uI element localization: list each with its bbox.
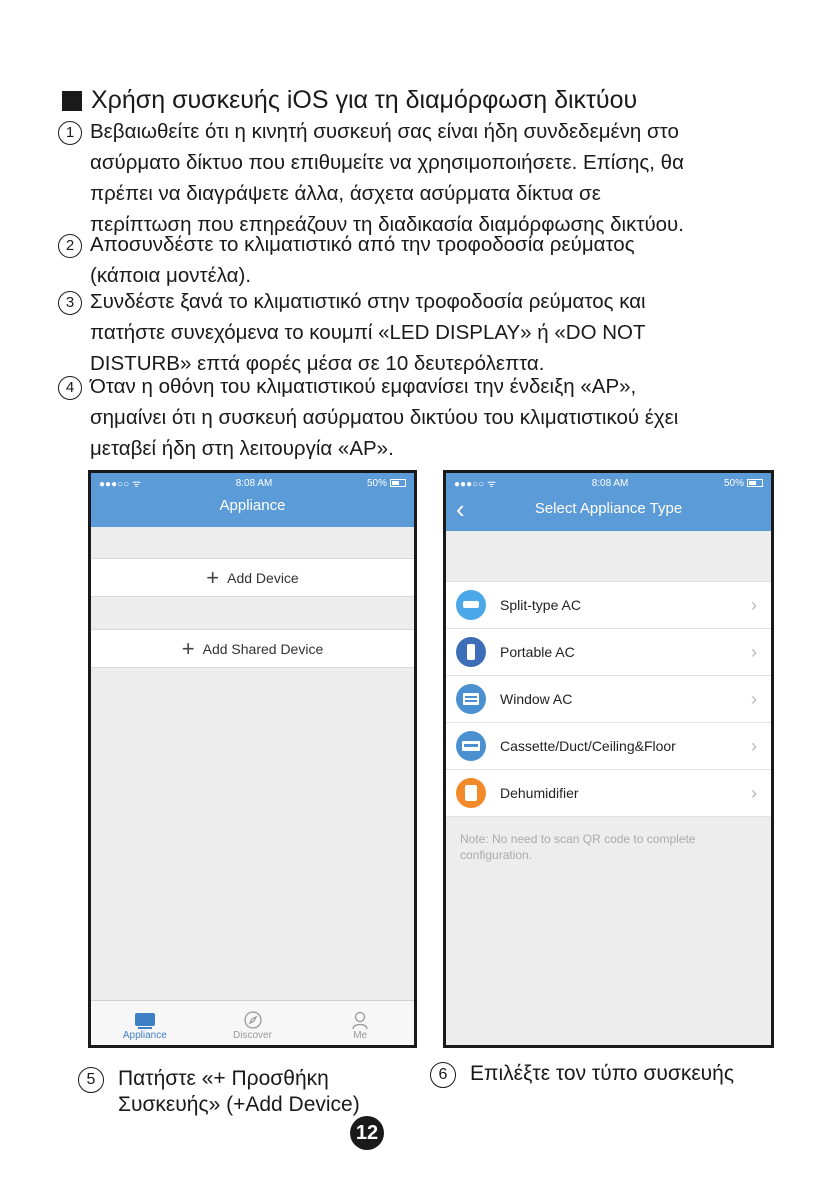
step-number: 1 [58,121,82,145]
section-heading [62,86,637,115]
note-text: Note: No need to scan QR code to complete configuration. [460,832,696,862]
list-item-cassette[interactable] [446,723,771,770]
list-item-dehumidifier[interactable] [446,770,771,817]
list-item-label: Window AC [500,691,573,707]
tab-bar [91,1000,414,1045]
battery-indicator: 50% [367,478,406,489]
status-time: 8:08 AM [235,477,273,489]
list-item-label: Dehumidifier [500,785,579,801]
window-ac-icon [456,684,486,714]
list-item-label: Split-type AC [500,597,581,613]
list-item-label: Cassette/Duct/Ceiling&Floor [500,738,676,754]
compass-icon [243,1010,263,1030]
signal-indicator: ●●●○○ ᯤ [99,479,142,490]
tab-me[interactable]: Me [306,1001,414,1045]
bullet-square-icon [62,91,82,111]
status-time: 8:08 AM [591,477,629,489]
portable-ac-icon [456,637,486,667]
add-device-label: Add Device [227,569,299,586]
step-number: 2 [58,234,82,258]
step-text: Αποσυνδέστε το κλιματιστικό από την τροφοδοσία ρεύματος (κάποια μοντέλα). [90,233,635,287]
list-item-window-ac[interactable] [446,676,771,723]
chevron-right-icon: › [751,642,757,662]
step-text: Όταν η οθόνη του κλιματιστικού εμφανίσει την ένδειξη «AP», σημαίνει ότι η συσκευή ασύρματου δικτύου του κλιματιστικού έχει μεταβεί ήδη στη λειτουργία «AP». [90,375,679,460]
battery-indicator: 50% [724,478,763,489]
split-ac-icon [456,590,486,620]
tab-appliance[interactable]: Appliance [91,1001,199,1045]
phone-screen-select-type [443,470,774,1048]
page-title: Appliance [219,497,286,514]
step-2 [58,229,635,291]
tab-discover[interactable]: Discover [199,1001,307,1045]
step-4 [58,371,678,464]
list-item-label: Portable AC [500,644,575,660]
page-title: Select Appliance Type [534,500,683,517]
status-bar [446,473,771,493]
cassette-icon [456,731,486,761]
chevron-right-icon: › [751,736,757,756]
step-3 [58,286,646,379]
list-item-split-ac[interactable] [446,582,771,629]
caption-text: Πατήστε «+ Προσθήκη Συσκευής» (+Add Device) [118,1067,360,1116]
list-item-portable-ac[interactable] [446,629,771,676]
step-text: Συνδέστε ξανά το κλιματιστικό στην τροφοδοσία ρεύματος και πατήστε συνεχόμενα το κουμπί «LED DISPLAY» ή «DO NOT DISTURB» επτά φορές μέσα σε 10 δευτερόλεπτα. [90,290,646,375]
person-icon [350,1010,370,1030]
step-1 [58,116,684,240]
status-bar [91,473,414,493]
step-number: 3 [58,291,82,315]
page-number: 12 [350,1116,384,1150]
caption-number: 5 [78,1067,104,1093]
plus-icon: + [181,635,195,661]
caption-step-6 [430,1061,734,1087]
step-number: 4 [58,376,82,400]
nav-bar [91,493,414,527]
appliance-icon [134,1012,156,1030]
heading-text: Χρήση συσκευής iOS για τη διαμόρφωση δικτύου [91,86,638,114]
caption-step-5 [78,1066,360,1118]
dehumidifier-icon [456,778,486,808]
add-shared-device-button[interactable] [91,629,414,668]
chevron-right-icon: › [751,689,757,709]
add-device-button[interactable] [91,558,414,597]
step-text: Βεβαιωθείτε ότι η κινητή συσκευή σας είναι ήδη συνδεδεμένη στο ασύρματο δίκτυο που επιθυμείτε να χρησιμοποιήσετε. Επίσης, θα πρέπει να διαγράψετε άλλα, άσχετα ασύρματα δίκτυα σε περίπτωση που επηρεάζουν τη διαδικασία διαμόρφωσης δικτύου. [90,120,684,236]
back-chevron-icon[interactable]: ‹ [456,494,465,524]
chevron-right-icon: › [751,783,757,803]
nav-bar [446,493,771,531]
battery-icon [747,479,763,487]
signal-indicator: ●●●○○ ᯤ [454,479,497,490]
add-shared-device-label: Add Shared Device [202,640,324,657]
chevron-right-icon: › [751,595,757,615]
caption-text: Επιλέξτε τον τύπο συσκευής [470,1062,734,1085]
caption-number: 6 [430,1062,456,1088]
plus-icon: + [206,564,220,590]
battery-icon [390,479,406,487]
phone-screen-appliance [88,470,417,1048]
